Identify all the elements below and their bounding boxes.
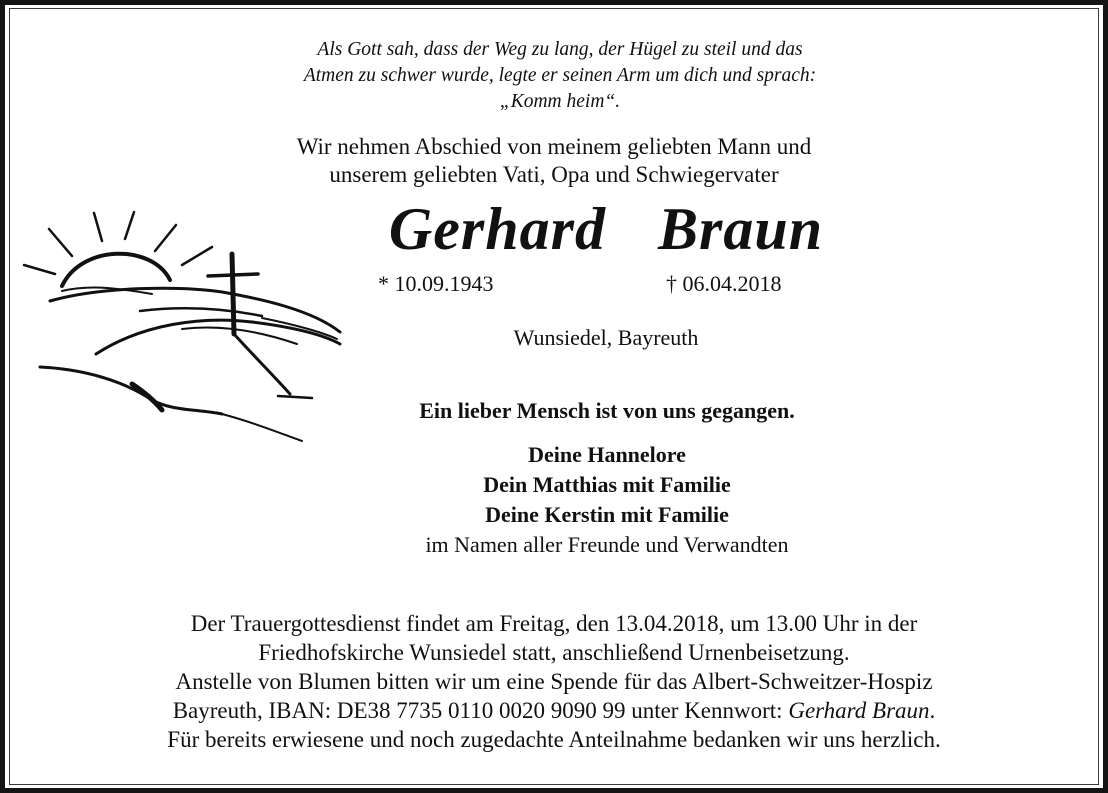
residence: Wunsiedel, Bayreuth: [513, 325, 699, 350]
poem-line: Als Gott sah, dass der Weg zu lang, der Hügel zu steil und das: [317, 39, 803, 60]
info-line: Friedhofskirche Wunsiedel statt, anschließend Urnenbeisetzung.: [258, 640, 850, 665]
info-line: Der Trauergottesdienst findet am Freitag, den 13.04.2018, um 13.00 Uhr in der: [190, 611, 918, 636]
intro-line: Wir nehmen Abschied von meinem geliebten Mann und: [296, 134, 812, 159]
deceased-name: Gerhard Braun: [388, 196, 824, 262]
poem: [0, 37, 1108, 115]
info-period: .: [929, 698, 936, 723]
poem-line: Atmen zu schwer wurde, legte er seinen Arm um dich und sprach:: [303, 65, 817, 86]
death-date: † 06.04.2018: [666, 271, 782, 296]
mourners: [0, 440, 1108, 560]
birth-date: * 10.09.1943: [378, 271, 494, 296]
intro-text: [0, 133, 1108, 189]
intro-line: unserem geliebten Vati, Opa und Schwiegervater: [329, 162, 779, 187]
mourner-line: Deine Hannelore: [528, 442, 686, 467]
service-info: [0, 609, 1108, 754]
mourner-line: im Namen aller Freunde und Verwandten: [425, 532, 789, 557]
mourner-line: Dein Matthias mit Familie: [483, 472, 731, 497]
mourner-line: Deine Kerstin mit Familie: [485, 502, 729, 527]
info-line: Anstelle von Blumen bitten wir um eine Spende für das Albert-Schweitzer-Hospiz: [175, 669, 933, 694]
info-line: Für bereits erwiesene und noch zugedachte Anteilnahme bedanken wir uns herzlich.: [167, 727, 941, 752]
poem-line: „Komm heim“.: [499, 91, 621, 112]
info-line: [0, 696, 1108, 725]
info-keyword: Gerhard Braun: [788, 698, 930, 723]
tagline: Ein lieber Mensch ist von uns gegangen.: [419, 398, 795, 423]
info-iban-text: Bayreuth, IBAN: DE38 7735 0110 0020 9090 99 unter Kennwort:: [172, 698, 789, 723]
